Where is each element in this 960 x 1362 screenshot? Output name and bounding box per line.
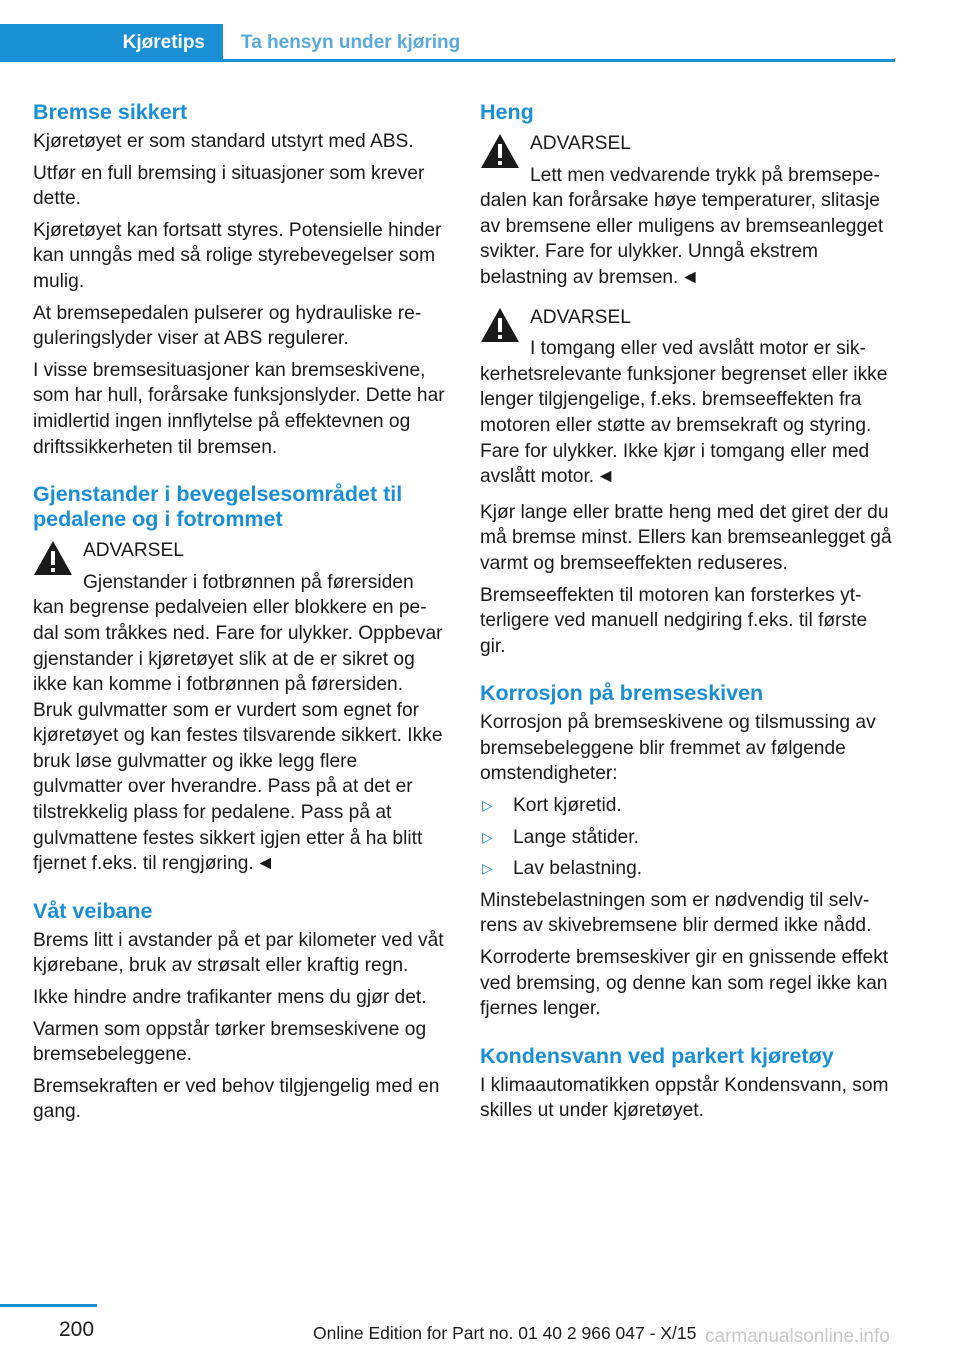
warning-block — [480, 305, 892, 490]
paragraph: I visse bremsesituasjoner kan bremseskivene, som har hull, forårsake funksjonslyder. Dette har imidlertid ingen innflytelse på effektevnen og driftssikkerheten til bremsen. — [33, 359, 445, 458]
edition-note: Online Edition for Part no. 01 40 2 966 047 - X/15 — [313, 1323, 697, 1343]
warning-block — [480, 131, 892, 291]
end-mark-icon: ◄ — [680, 266, 700, 288]
watermark: carmanualsonline.info — [705, 1326, 890, 1347]
warning-block — [33, 538, 445, 877]
list-item: ▷ Kort kjøretid. — [480, 793, 892, 819]
list-item: ▷ Lav belastning. — [480, 856, 892, 882]
paragraph: Kjør lange eller bratte heng med det giret der du må bremse minst. Ellers kan bremseanlegget gå varmt og bremseeffekten reduseres. — [480, 501, 892, 574]
paragraph: Bremseeffekten til motoren kan forsterkes ytterligere ved manuell nedgiring f.eks. til første gir. — [480, 584, 868, 657]
warning-triangle-icon — [480, 133, 520, 169]
paragraph: Minstebelastningen som er nødvendig til selvrens av skivebremsene blir dermed ikke nådd. — [480, 889, 872, 937]
tab-kjoretips[interactable]: Kjøretips — [0, 24, 223, 62]
paragraph: Ikke hindre andre trafikanter mens du gjør det. — [33, 987, 427, 1009]
paragraph: Kjøretøyet er som standard utstyrt med ABS. — [33, 131, 414, 152]
section-heading-kondensvann: Kondensvann ved parkert kjøretøy — [480, 1043, 834, 1068]
end-mark-icon: ◄ — [596, 466, 616, 488]
warning-title: ADVARSEL — [530, 133, 631, 154]
paragraph: Brems litt i avstander på et par kilometer ved våt kjørebane, bruk av strøsalt eller kraftig regn. — [33, 929, 444, 977]
tab-ta-hensyn[interactable]: Ta hensyn under kjøring — [241, 32, 461, 53]
warning-body: I tomgang eller ved avslått motor er sikkerhetsrelevante funksjoner begrenset eller ikke lenger tilgjengelige, f.eks. bremseeffekten fra motoren eller støtte av bremsekraft og styring. Fare for ulykker. Ikke kjør i tomgang eller med avslått motor. — [480, 338, 888, 488]
header-tabbar — [0, 24, 895, 62]
section-heading-bremse-sikkert: Bremse sikkert — [33, 100, 188, 124]
paragraph: Varmen som oppstår tørker bremseskivene og bremsebeleggene. — [33, 1018, 427, 1066]
list-item: ▷ Lange ståtider. — [480, 825, 892, 851]
paragraph: I klimaautomatikken oppstår Kondensvann, som skilles ut under kjøretøyet. — [480, 1074, 889, 1122]
warning-title: ADVARSEL — [530, 306, 631, 328]
warning-body: Gjenstander i fotbrønnen på førersiden kan begrense pedalveien eller blokkere en pedal som tråkkes ned. Fare for ulykker. Oppbevar gjenstander i kjøretøyet slik at de er sikret og ikke kan komme i fotbrønnen på førersiden. Bruk gulvmatter som er vurdert som egnet for kjøretøyet og kan festes tilsvarende sikkert. Ikke bruk løse gulvmatter og ikke legg flere gulvmatter over hverandre. Pass på at det er tilstrekkelig plass for pedalene. Pass på at gulvmattene festes sikkert igjen etter å ha blitt fjernet f.eks. til rengjøring. — [33, 571, 443, 875]
footer-rule — [0, 1304, 97, 1307]
paragraph: At bremsepedalen pulserer og hydrauliske reguleringslyder viser at ABS regulerer. — [33, 302, 422, 350]
warning-body: Lett men vedvarende trykk på bremsepedalen kan forårsake høye temperaturer, slitasje av bremsene eller muligens av bremseanlegget svikter. Fare for ulykker. Unngå ekstrem belastning av bremsen. — [480, 164, 884, 288]
bullet-triangle-icon: ▷ — [482, 828, 493, 845]
warning-triangle-icon — [480, 307, 520, 343]
section-heading-heng: Heng — [480, 100, 534, 124]
section-heading-gjenstander: Gjenstander i bevegelsesområdet til pedalene og i fotrommet — [33, 482, 403, 532]
paragraph: Korrosjon på bremseskivene og tilsmussing av bremsebeleggene blir fremmet av følgende omstendigheter: — [480, 712, 876, 785]
right-column — [480, 100, 892, 1130]
end-mark-icon: ◄ — [255, 853, 275, 875]
paragraph: Kjøretøyet kan fortsatt styres. Potensielle hinder kan unngås med så rolige styrebevegelser som mulig. — [33, 219, 442, 292]
bullet-triangle-icon: ▷ — [482, 860, 493, 877]
warning-title: ADVARSEL — [83, 540, 184, 562]
warning-triangle-icon — [33, 540, 73, 576]
paragraph: Utfør en full bremsing i situasjoner som krever dette. — [33, 162, 425, 210]
bullet-list — [480, 793, 892, 882]
section-heading-korrosjon: Korrosjon på bremseskiven — [480, 681, 764, 706]
section-heading-vat-veibane: Våt veibane — [33, 898, 153, 923]
paragraph: Korroderte bremseskiver gir en gnissende effekt ved bremsing, og denne kan som regel ikke kan fjernes lenger. — [480, 947, 889, 1020]
left-column — [33, 100, 445, 1131]
header-rule — [0, 59, 895, 62]
bullet-triangle-icon: ▷ — [482, 797, 493, 814]
paragraph: Bremsekraften er ved behov tilgjengelig med en gang. — [33, 1075, 440, 1123]
page-number: 200 — [59, 1318, 95, 1341]
